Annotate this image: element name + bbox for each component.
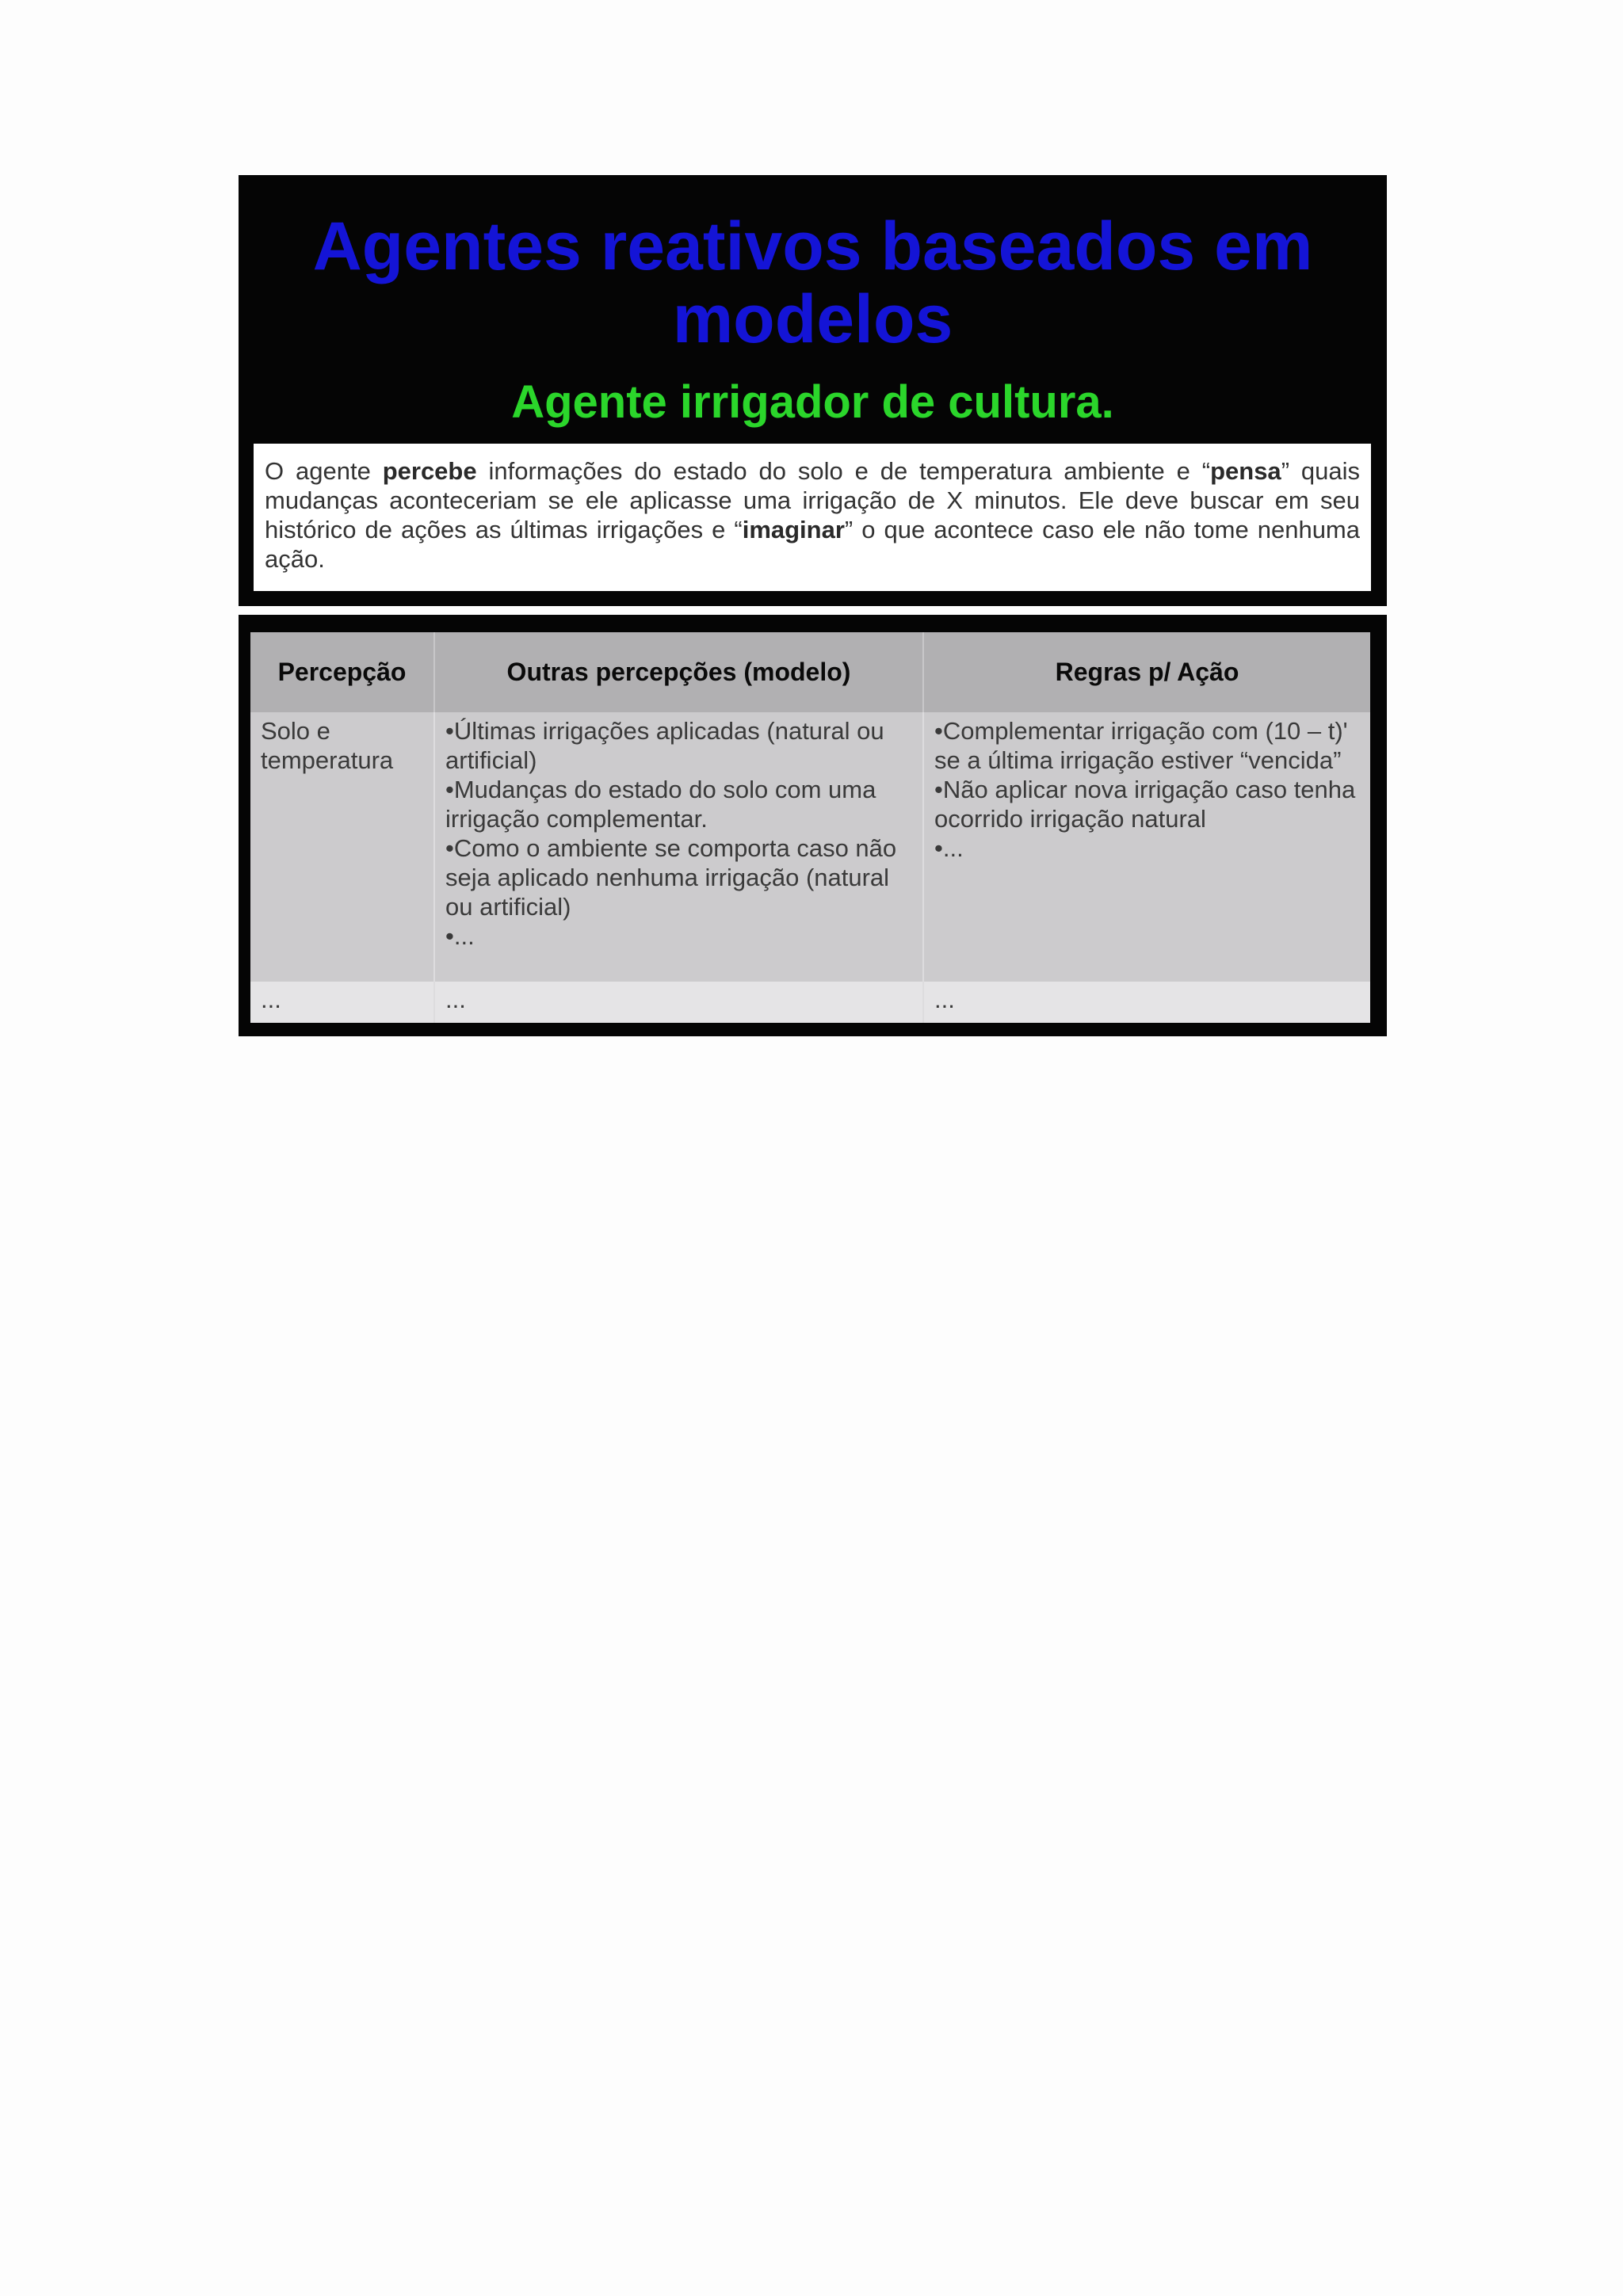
description-box	[254, 444, 1371, 591]
header-outras-percepcoes: Outras percepções (modelo)	[434, 632, 923, 712]
description-part-3: ” quais mudanças aconteceriam se ele aplicasse uma irrigação de X minutos. Ele deve buscar em seu histórico de ações as últimas irrigações e “	[265, 457, 1361, 543]
cell-ellipsis: ...	[434, 982, 923, 1023]
description-bold-percebe: percebe	[382, 457, 477, 485]
page-subtitle: Agente irrigador de cultura.	[511, 376, 1114, 428]
cell-rules	[923, 712, 1370, 982]
table-row	[250, 982, 1370, 1023]
cell-ellipsis: ...	[923, 982, 1370, 1023]
model-item: •Como o ambiente se comporta caso não seja aplicado nenhuma irrigação (natural ou artificial)	[445, 834, 897, 921]
page-title: Agentes reativos baseados em modelos	[312, 208, 1313, 357]
rules-table	[250, 632, 1370, 1023]
header-regras-acao: Regras p/ Ação	[923, 632, 1370, 712]
cell-perception: Solo e temperatura	[250, 712, 434, 982]
description-text	[265, 456, 1360, 574]
table-header-row	[250, 632, 1370, 712]
cell-model	[434, 712, 923, 982]
rule-item: •Não aplicar nova irrigação caso tenha ocorrido irrigação natural	[934, 776, 1356, 833]
description-part-1: O agente	[265, 457, 383, 485]
slide-header-panel	[239, 175, 1387, 606]
description-part-4: ” o que acontece caso ele não tome nenhuma ação.	[265, 516, 1360, 573]
model-item: •...	[445, 922, 475, 950]
description-bold-imaginar: imaginar	[742, 516, 845, 543]
description-part-2: informações do estado do solo e de temperatura ambiente e “	[476, 457, 1211, 485]
rule-item: •...	[934, 834, 964, 862]
table-row	[250, 712, 1370, 982]
model-item: •Mudanças do estado do solo com uma irrigação complementar.	[445, 776, 876, 833]
model-item: •Últimas irrigações aplicadas (natural ou artificial)	[445, 717, 884, 774]
header-percepcao: Percepção	[250, 632, 434, 712]
description-bold-pensa: pensa	[1210, 457, 1281, 485]
rule-item: •Complementar irrigação com (10 – t)' se a última irrigação estiver “vencida”	[934, 717, 1348, 774]
rules-table-wrapper	[250, 632, 1370, 1023]
slide-table-panel	[239, 615, 1387, 1036]
cell-ellipsis: ...	[250, 982, 434, 1023]
